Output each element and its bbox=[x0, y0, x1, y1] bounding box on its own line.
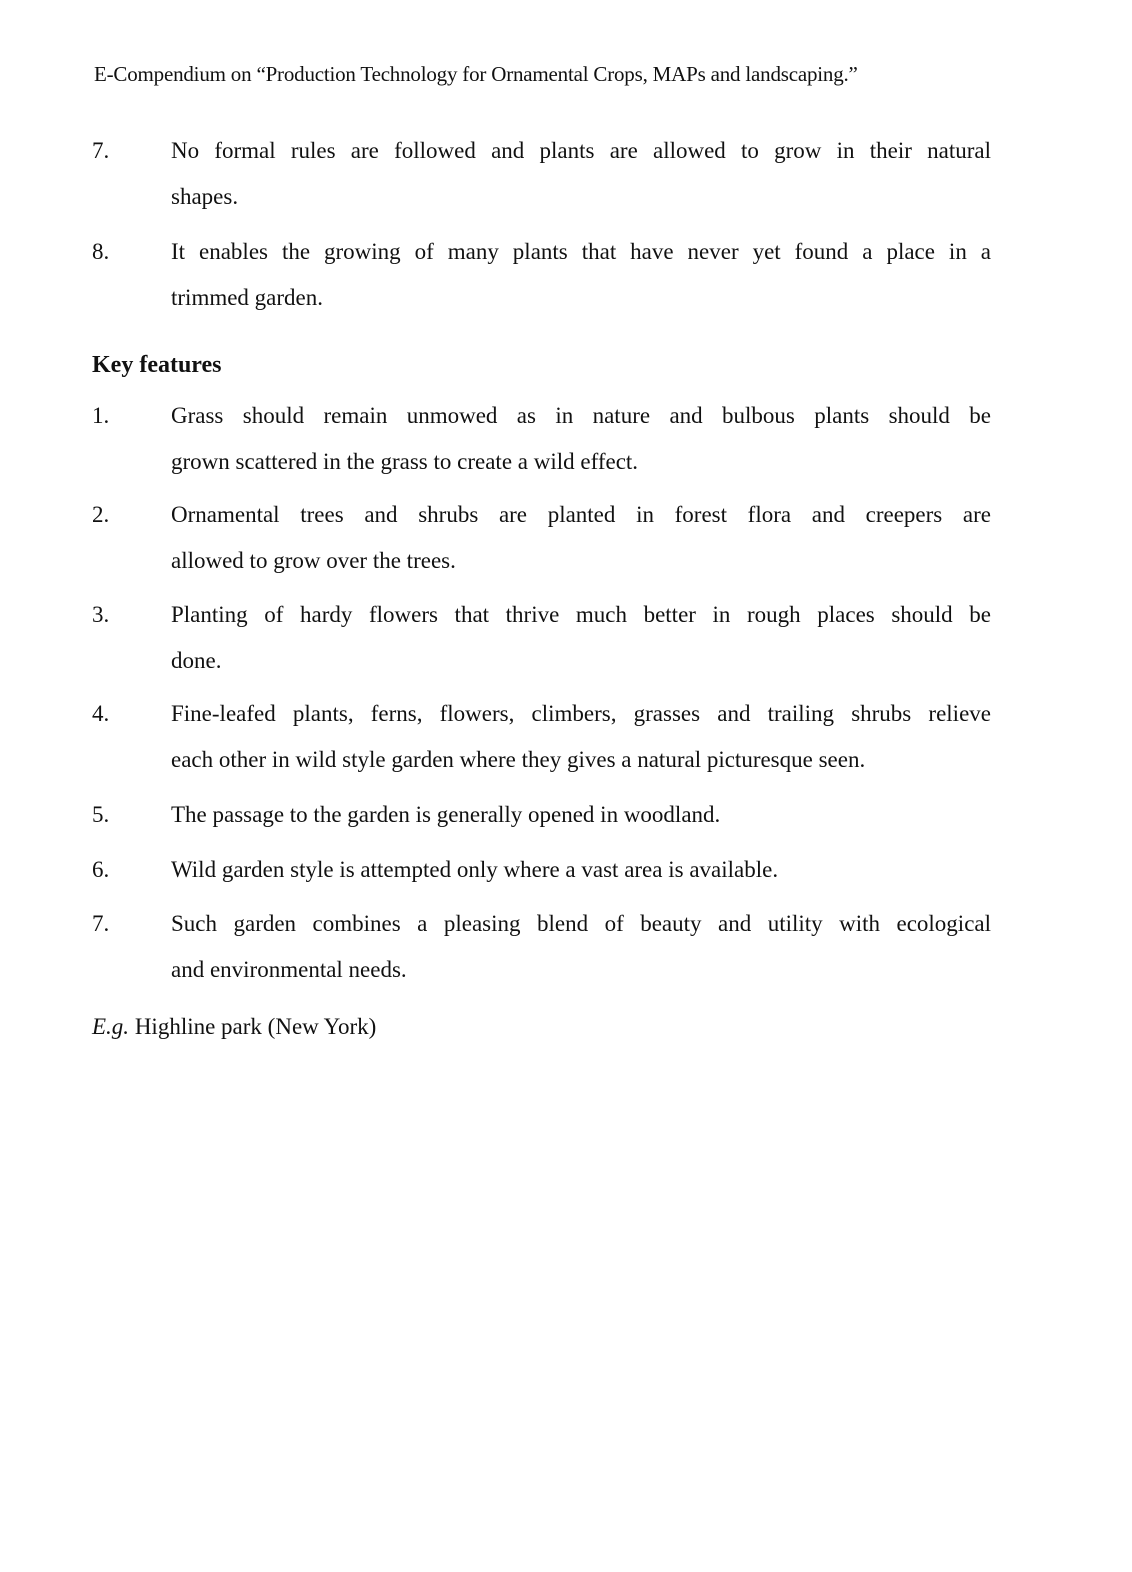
item-number: 2. bbox=[92, 502, 110, 527]
item-number: 7. bbox=[92, 138, 110, 163]
item-line: Such garden combines a pleasing blend of beauty and utility with ecological bbox=[171, 911, 991, 936]
item-line: and environmental needs. bbox=[171, 957, 407, 982]
item-number: 3. bbox=[92, 602, 110, 627]
item-number: 1. bbox=[92, 403, 110, 428]
example-prefix: E.g. bbox=[92, 1014, 130, 1039]
item-number: 4. bbox=[92, 701, 110, 726]
section-heading: Key features bbox=[92, 352, 222, 378]
item-line: allowed to grow over the trees. bbox=[171, 548, 456, 573]
item-number: 8. bbox=[92, 239, 110, 264]
item-number: 7. bbox=[92, 911, 110, 936]
item-line: Wild garden style is attempted only where a vast area is available. bbox=[171, 857, 779, 882]
item-line: trimmed garden. bbox=[171, 285, 324, 310]
example-text: Highline park (New York) bbox=[129, 1014, 377, 1039]
item-line: No formal rules are followed and plants are allowed to grow in their natural bbox=[171, 138, 991, 163]
item-line: each other in wild style garden where they gives a natural picturesque seen. bbox=[171, 747, 866, 772]
example-line bbox=[92, 1014, 376, 1040]
item-line: The passage to the garden is generally opened in woodland. bbox=[171, 802, 721, 827]
item-line: Fine-leafed plants, ferns, flowers, climbers, grasses and trailing shrubs relieve bbox=[171, 701, 991, 726]
item-line: Grass should remain unmowed as in nature and bulbous plants should be bbox=[171, 403, 991, 428]
item-line: grown scattered in the grass to create a wild effect. bbox=[171, 449, 639, 474]
page-header: E-Compendium on “Production Technology for Ornamental Crops, MAPs and landscaping.” bbox=[94, 62, 858, 86]
item-line: Planting of hardy flowers that thrive much better in rough places should be bbox=[171, 602, 991, 627]
item-number: 5. bbox=[92, 802, 110, 827]
item-line: shapes. bbox=[171, 184, 239, 209]
item-line: done. bbox=[171, 648, 222, 673]
item-line: Ornamental trees and shrubs are planted in forest flora and creepers are bbox=[171, 502, 991, 527]
item-number: 6. bbox=[92, 857, 110, 882]
item-line: It enables the growing of many plants that have never yet found a place in a bbox=[171, 239, 991, 264]
